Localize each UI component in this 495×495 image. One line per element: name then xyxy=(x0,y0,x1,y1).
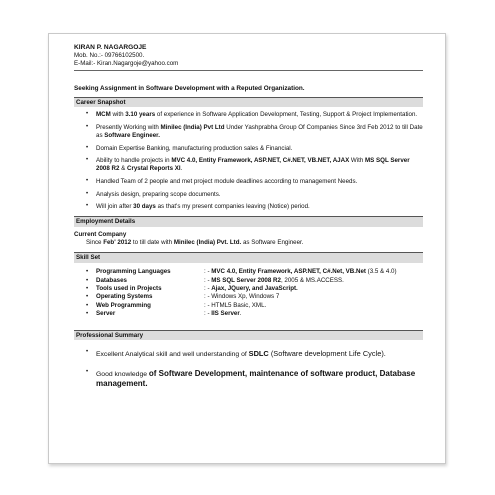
text-span: as Software Engineer. xyxy=(241,238,304,246)
skill-row xyxy=(74,277,423,285)
bullet-icon: • xyxy=(86,284,89,292)
text-span: & xyxy=(119,165,127,173)
email-address: E-Mail:- Kiran.Nagargoje@yahoo.com xyxy=(74,59,179,67)
skill-label: Tools used in Projects xyxy=(96,284,162,292)
text-span: Ability to handle projects in xyxy=(96,157,172,165)
skill-row xyxy=(74,302,423,310)
bullet-icon: • xyxy=(86,190,89,197)
text-span: . xyxy=(239,309,242,317)
text-span: . xyxy=(180,165,183,173)
bullet-icon: • xyxy=(86,368,89,375)
skill-row xyxy=(74,285,423,293)
bullet-icon: • xyxy=(86,144,89,151)
candidate-name: KIRAN P. NAGARGOJE xyxy=(74,44,147,51)
skill-label: Server xyxy=(96,309,116,317)
resume xyxy=(74,44,423,395)
company-name: Minilec (India) Pvt. Ltd. xyxy=(173,238,242,246)
sdlc-term: SDLC xyxy=(248,349,269,359)
text-span: as that's my present companies leaving (Notice) period. xyxy=(155,203,310,211)
text-span: Ajax, JQuery, and JavaScript. xyxy=(211,284,298,292)
list-item xyxy=(74,178,423,186)
bullet-icon: • xyxy=(86,293,89,301)
text-span: : - xyxy=(204,309,212,317)
bullet-icon: • xyxy=(86,203,89,210)
text-span: to till date with xyxy=(131,238,174,246)
list-item xyxy=(74,369,423,390)
notice-period: 30 days xyxy=(133,203,156,211)
text-span: Excellent Analytical skill and well understanding of xyxy=(96,351,249,359)
degree-text: MCM xyxy=(96,111,111,119)
start-date: Feb' 2012 xyxy=(103,238,132,246)
skill-set-list xyxy=(74,268,423,317)
job-title: Software Engineer. xyxy=(104,131,160,139)
bullet-icon: • xyxy=(86,157,89,164)
list-item xyxy=(74,203,423,211)
skill-row xyxy=(74,293,423,301)
text-span: : - HTML5 Basic, XML. xyxy=(204,301,267,309)
technologies: MVC 4.0, Entity Framework, ASP.NET, C#.NET, VB.NET, AJAX xyxy=(171,157,350,165)
list-item xyxy=(74,157,423,173)
text-span: Will join after xyxy=(96,203,134,211)
skill-value xyxy=(204,293,423,301)
contact-block xyxy=(74,44,423,71)
current-company-label: Current Company xyxy=(74,230,127,238)
text-span: : - Windows Xp, Windows 7 xyxy=(204,293,280,301)
text-span: Under Yashprabha Group Of Companies Since 3rd Feb 2012 to till Date as xyxy=(96,124,423,139)
professional-summary-heading: Professional Summary xyxy=(74,330,423,341)
career-snapshot-heading: Career Snapshot xyxy=(74,97,423,108)
text-span: (3.5 & 4.0) xyxy=(365,268,397,276)
skill-value xyxy=(204,268,423,276)
text-span: Handled Team of 2 people and met project module deadlines according to management Needs. xyxy=(96,177,358,185)
text-span: With xyxy=(349,157,366,165)
bullet-icon: • xyxy=(86,268,89,276)
bullet-icon: • xyxy=(86,124,89,131)
text-span: Presently Working with xyxy=(96,124,161,132)
bullet-icon: • xyxy=(86,111,89,118)
professional-summary-list xyxy=(74,349,423,389)
text-span: Analysis design, preparing scope documents. xyxy=(96,190,221,198)
header-divider xyxy=(74,70,423,71)
skill-label: Programming Languages xyxy=(96,268,171,276)
text-span: IIS Server xyxy=(211,309,240,317)
objective-statement: Seeking Assignment in Software Development with a Reputed Organization. xyxy=(74,84,305,92)
bullet-icon: • xyxy=(86,349,89,356)
text-span: MVC 4.0, Entity Framework, ASP.NET, C#.Net, VB.Net xyxy=(211,268,366,276)
text-span: (Software development Life Cycle). xyxy=(268,349,386,359)
employment-detail xyxy=(74,239,423,247)
text-span: Good knowledge xyxy=(96,370,149,378)
list-item xyxy=(74,191,423,199)
bullet-icon: • xyxy=(86,276,89,284)
skill-set-heading: Skill Set xyxy=(74,252,423,263)
document-page xyxy=(48,33,446,464)
bullet-icon: • xyxy=(86,177,89,184)
list-item xyxy=(74,145,423,153)
text-span: : - xyxy=(204,284,212,292)
list-item xyxy=(74,124,423,140)
skill-row xyxy=(74,310,423,318)
bullet-icon: • xyxy=(86,301,89,309)
skill-value xyxy=(204,302,423,310)
text-span: : - xyxy=(204,276,212,284)
text-span: Since xyxy=(86,238,104,246)
text-span: of Software Development, maintenance of software product, Database management. xyxy=(96,368,416,389)
skill-row xyxy=(74,268,423,276)
skill-value xyxy=(204,277,423,285)
text-span: : - xyxy=(204,268,212,276)
skill-label: Web Programming xyxy=(96,301,151,309)
career-snapshot-list xyxy=(74,111,423,211)
text-span: with xyxy=(110,111,126,119)
mobile-number: Mob. No.:- 09766102500. xyxy=(74,52,145,60)
database-name: MS SQL Server 2008 R2 xyxy=(96,157,410,173)
company-name: Minilec (India) Pvt Ltd xyxy=(160,124,225,132)
list-item xyxy=(74,111,423,119)
skill-value xyxy=(204,285,423,293)
experience-years: 3.10 years xyxy=(125,111,156,119)
skill-label: Operating Systems xyxy=(96,293,153,301)
skill-label: Databases xyxy=(96,276,127,284)
text-span: , 2005 & MS.ACCESS. xyxy=(280,276,344,284)
bullet-icon: • xyxy=(86,309,89,317)
list-item xyxy=(74,349,423,359)
text-span: of experience in Software Application Development, Testing, Support & Project Implementation. xyxy=(155,111,418,119)
text-span: MS SQL Server 2008 R2 xyxy=(211,276,281,284)
text-span: Domain Expertise Banking, manufacturing production sales & Financial. xyxy=(96,144,293,152)
employment-details-heading: Employment Details xyxy=(74,216,423,227)
reporting-tool: Crystal Reports XI xyxy=(126,165,181,173)
skill-value xyxy=(204,310,423,318)
